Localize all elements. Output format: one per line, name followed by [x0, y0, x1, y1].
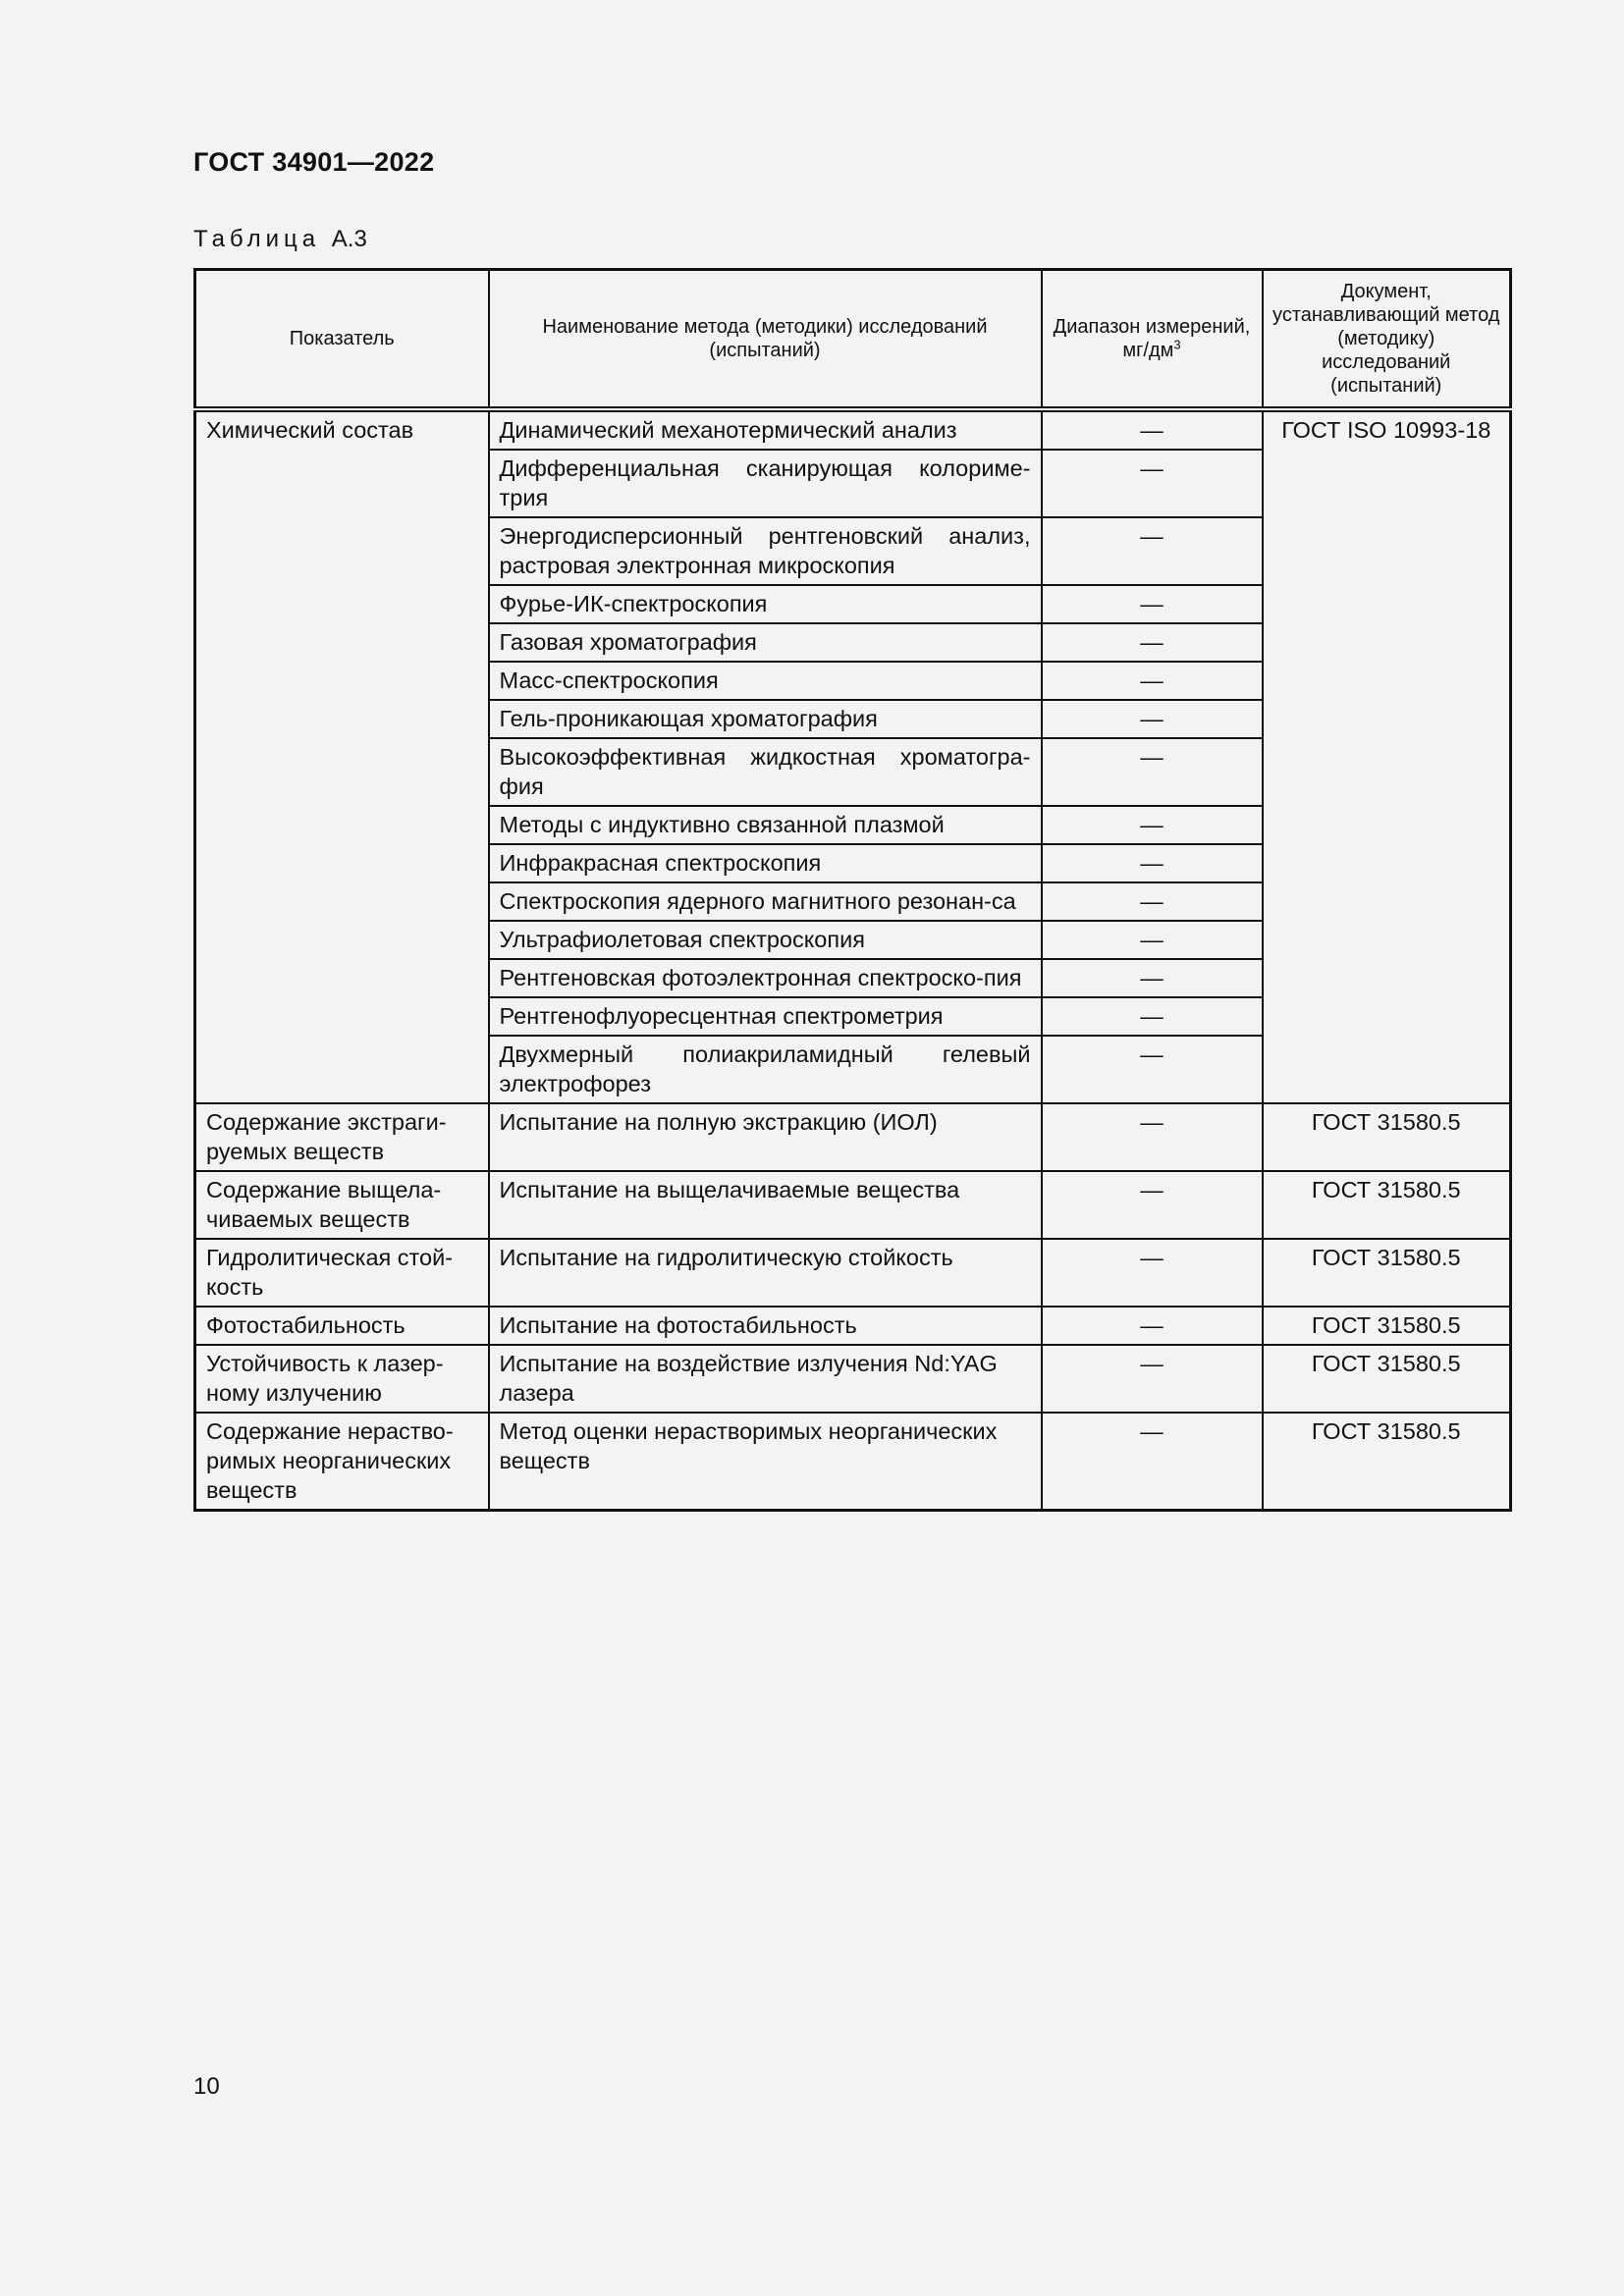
- indicator-cell: Содержание выщела-чиваемых веществ: [195, 1171, 489, 1239]
- header-indicator: Показатель: [195, 270, 489, 410]
- indicator-cell: Содержание нераство-римых неорганических веществ: [195, 1413, 489, 1511]
- method-cell: Испытание на воздействие излучения Nd:YAG лазера: [489, 1345, 1042, 1413]
- range-cell: —: [1042, 1345, 1263, 1413]
- document-title: ГОСТ 34901—2022: [193, 147, 435, 177]
- method-cell: Газовая хроматография: [489, 623, 1042, 662]
- range-cell: —: [1042, 662, 1263, 700]
- method-cell: Высокоэффективная жидкостная хроматогра-фия: [489, 738, 1042, 806]
- method-cell: Испытание на фотостабильность: [489, 1307, 1042, 1345]
- method-cell: Испытание на выщелачиваемые вещества: [489, 1171, 1042, 1239]
- range-cell: —: [1042, 450, 1263, 517]
- header-document: Документ, устанавливающий метод (методику) исследований (испытаний): [1263, 270, 1511, 410]
- table-caption: [193, 226, 367, 253]
- range-cell: —: [1042, 1103, 1263, 1171]
- document-cell: ГОСТ 31580.5: [1263, 1239, 1511, 1307]
- range-cell: —: [1042, 409, 1263, 450]
- table-row: [195, 1307, 1511, 1345]
- document-cell: ГОСТ 31580.5: [1263, 1345, 1511, 1413]
- method-cell: Гель-проникающая хроматография: [489, 700, 1042, 738]
- range-cell: —: [1042, 1171, 1263, 1239]
- method-cell: Метод оценки нерастворимых неорганических веществ: [489, 1413, 1042, 1511]
- header-range: [1042, 270, 1263, 410]
- method-cell: Дифференциальная сканирующая колориме-трия: [489, 450, 1042, 517]
- table-row: [195, 409, 1511, 450]
- document-cell: ГОСТ ISO 10993-18: [1263, 409, 1511, 1103]
- method-cell: Испытание на гидролитическую стойкость: [489, 1239, 1042, 1307]
- indicator-cell: Химический состав: [195, 409, 489, 1103]
- table-body: [195, 409, 1511, 1511]
- method-cell: Фурье-ИК-спектроскопия: [489, 585, 1042, 623]
- method-cell: Спектроскопия ядерного магнитного резонан-са: [489, 882, 1042, 921]
- method-cell: Рентгеновская фотоэлектронная спектроско-пия: [489, 959, 1042, 997]
- method-cell: Методы с индуктивно связанной плазмой: [489, 806, 1042, 844]
- indicator-cell: Фотостабильность: [195, 1307, 489, 1345]
- method-cell: Рентгенофлуоресцентная спектрометрия: [489, 997, 1042, 1036]
- document-cell: ГОСТ 31580.5: [1263, 1307, 1511, 1345]
- header-method: Наименование метода (методики) исследований (испытаний): [489, 270, 1042, 410]
- range-cell: —: [1042, 623, 1263, 662]
- method-cell: Двухмерный полиакриламидный гелевый электрофорез: [489, 1036, 1042, 1103]
- table-caption-number: А.3: [331, 226, 367, 252]
- table-row: [195, 1239, 1511, 1307]
- range-cell: —: [1042, 1413, 1263, 1511]
- document-cell: ГОСТ 31580.5: [1263, 1413, 1511, 1511]
- page-number: 10: [193, 2073, 220, 2100]
- method-cell: Ультрафиолетовая спектроскопия: [489, 921, 1042, 959]
- indicator-cell: Содержание экстраги-руемых веществ: [195, 1103, 489, 1171]
- range-cell: —: [1042, 844, 1263, 882]
- table-header-row: [195, 270, 1511, 410]
- range-cell: —: [1042, 959, 1263, 997]
- table-row: [195, 1171, 1511, 1239]
- range-cell: —: [1042, 738, 1263, 806]
- method-cell: Масс-спектроскопия: [489, 662, 1042, 700]
- document-cell: ГОСТ 31580.5: [1263, 1171, 1511, 1239]
- range-cell: —: [1042, 882, 1263, 921]
- method-cell: Динамический механотермический анализ: [489, 409, 1042, 450]
- method-cell: Энергодисперсионный рентгеновский анализ, растровая электронная микроскопия: [489, 517, 1042, 585]
- range-cell: —: [1042, 1036, 1263, 1103]
- range-cell: —: [1042, 1239, 1263, 1307]
- range-cell: —: [1042, 1307, 1263, 1345]
- range-cell: —: [1042, 700, 1263, 738]
- table-row: [195, 1345, 1511, 1413]
- range-cell: —: [1042, 806, 1263, 844]
- method-cell: Инфракрасная спектроскопия: [489, 844, 1042, 882]
- range-cell: —: [1042, 997, 1263, 1036]
- indicator-cell: Устойчивость к лазер-ному излучению: [195, 1345, 489, 1413]
- document-cell: ГОСТ 31580.5: [1263, 1103, 1511, 1171]
- method-cell: Испытание на полную экстракцию (ИОЛ): [489, 1103, 1042, 1171]
- header-range-superscript: 3: [1173, 337, 1181, 352]
- range-cell: —: [1042, 921, 1263, 959]
- table-row: [195, 1413, 1511, 1511]
- range-cell: —: [1042, 585, 1263, 623]
- table-row: [195, 1103, 1511, 1171]
- range-cell: —: [1042, 517, 1263, 585]
- table-caption-label: Таблица: [193, 226, 321, 252]
- header-range-label: Диапазон измерений, мг/дм: [1053, 316, 1251, 361]
- methods-table: [193, 268, 1512, 1512]
- indicator-cell: Гидролитическая стой-кость: [195, 1239, 489, 1307]
